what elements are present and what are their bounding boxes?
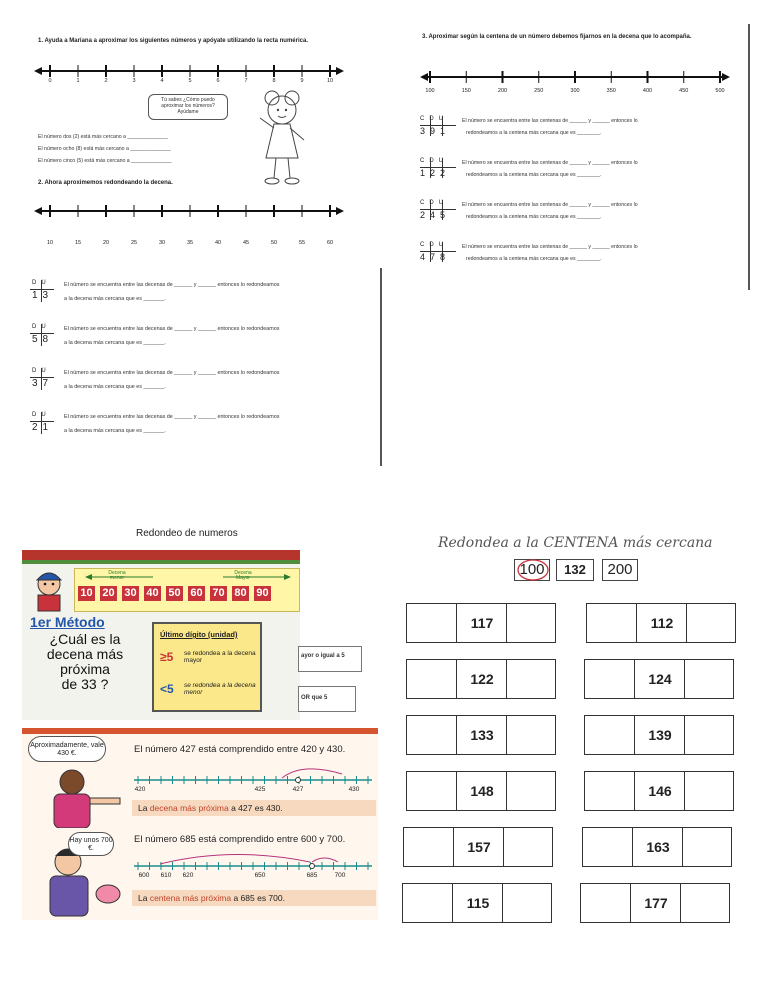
tick-label: 35 xyxy=(186,240,194,246)
rule-2-text: se redondea a la decena menor xyxy=(184,682,256,696)
tick-label: 40 xyxy=(214,240,222,246)
question: ¿Cuál es la decena más próxima de 33 ? xyxy=(46,631,124,692)
decade-box: 80 xyxy=(232,586,249,601)
tick-label: 10 xyxy=(46,240,54,246)
cdu-digits: 478 xyxy=(420,252,451,262)
number-value: 163 xyxy=(646,839,670,855)
du-sep xyxy=(41,280,42,302)
round-answer-box[interactable] xyxy=(582,827,732,867)
tick-label: 600 xyxy=(138,872,150,879)
tick-label: 500 xyxy=(715,88,725,94)
number-value: 133 xyxy=(470,727,494,743)
cdu-text-b: redondeamos a la centena más cercana que es ________. xyxy=(466,130,602,136)
answer-cell-left[interactable] xyxy=(583,828,633,866)
result-strip-2: La centena más próxima a 685 es 700. xyxy=(132,890,376,906)
decade-box: 60 xyxy=(188,586,205,601)
fill-line-1: El número dos (2) está más cercano a ______________ xyxy=(38,134,168,140)
cdu-text-a: El número se encuentra entre las centenas de ______ y ______ entonces lo xyxy=(462,118,638,124)
cdu-header: CDU xyxy=(420,158,448,164)
tick-label: 400 xyxy=(642,88,653,94)
answer-cell-left[interactable] xyxy=(587,604,637,642)
du-text-a: El número se encuentra entre las decenas de ______ y ______ entonces lo redondeamos xyxy=(64,282,280,288)
tick-label: 420 xyxy=(134,786,146,793)
cdu-sep xyxy=(430,200,431,220)
cdu-sep xyxy=(442,200,443,220)
girl-illustration xyxy=(252,88,312,188)
du-text-b: a la decena más cercana que es _______. xyxy=(64,340,166,346)
cut-off-box-1: ayor o igual a 5 xyxy=(298,646,362,672)
tick-label: 25 xyxy=(130,240,138,246)
round-answer-box[interactable] xyxy=(406,771,556,811)
speech-bubble-1: Aproximadamente, vale 430 €. xyxy=(28,736,106,762)
cdu-digits: 122 xyxy=(420,168,451,178)
cdu-sep xyxy=(442,116,443,136)
decade-box: 10 xyxy=(78,586,95,601)
number-value: 148 xyxy=(470,783,494,799)
number-value: 117 xyxy=(470,615,494,631)
cdu-text-a: El número se encuentra entre las centenas de ______ y ______ entonces lo xyxy=(462,160,638,166)
arrows xyxy=(83,571,293,585)
du-sep xyxy=(41,368,42,390)
du-text-a: El número se encuentra entre las decenas de ______ y ______ entonces lo redondeamos xyxy=(64,414,280,420)
du-digits: 21 xyxy=(32,422,54,433)
metodo-title: 1er Método xyxy=(30,614,105,630)
du-header: DU xyxy=(32,280,51,286)
tick-label: 620 xyxy=(182,872,194,879)
round-answer-box[interactable] xyxy=(406,603,556,643)
textbook-line-1: El número 427 está comprendido entre 420 y 430. xyxy=(134,744,346,755)
question-1: 1. Ayuda a Mariana a aproximar los siguientes números y apóyate utilizando la recta numérica. xyxy=(38,38,308,44)
du-row xyxy=(30,368,370,398)
decade-box: 50 xyxy=(166,586,183,601)
number-line-10-60 xyxy=(34,202,344,220)
tick-label: 450 xyxy=(679,88,689,94)
tick-label: 20 xyxy=(102,240,110,246)
tick-label: 1 xyxy=(76,78,80,84)
boy-character xyxy=(28,846,128,918)
divider-2 xyxy=(380,268,382,466)
number-value: 146 xyxy=(648,783,672,799)
du-header: DU xyxy=(32,412,51,418)
tick-label: 650 xyxy=(254,872,266,879)
textbook-panel xyxy=(22,728,378,920)
tick-label: 300 xyxy=(570,88,580,94)
tick-label: 60 xyxy=(326,240,334,246)
rounding-infographic xyxy=(22,550,300,720)
tick-label: 700 xyxy=(334,872,346,879)
question-2: 2. Ahora aproximemos redondeando la decena. xyxy=(38,180,173,186)
decade-box: 30 xyxy=(122,586,139,601)
du-digits: 13 xyxy=(32,290,54,301)
tick-label: 4 xyxy=(160,78,164,84)
number-line-600-700 xyxy=(132,850,376,874)
circle-mark xyxy=(516,558,550,582)
decena-mayor-label: Decena Mayor xyxy=(234,570,252,581)
number-line-420-430 xyxy=(132,764,376,788)
answer-cell-left[interactable] xyxy=(407,604,457,642)
rule-2-symbol: <5 xyxy=(160,682,174,696)
speech-bubble: Tú sabes ¿Cómo puedo aproximar los números? Ayúdame xyxy=(148,94,228,120)
du-row xyxy=(30,412,370,442)
tick-label: 150 xyxy=(461,88,471,94)
round-answer-box[interactable] xyxy=(584,659,734,699)
cut-off-box-2: OR que 5 xyxy=(298,686,356,712)
du-header: DU xyxy=(32,324,51,330)
number-value: 115 xyxy=(466,895,490,911)
round-answer-box[interactable] xyxy=(584,715,734,755)
tick-label: 9 xyxy=(300,78,304,84)
number-line-2-labels xyxy=(34,240,344,248)
fill-line-2: El número ocho (8) está más cercano a ______________ xyxy=(38,146,171,152)
round-answer-box[interactable] xyxy=(402,883,552,923)
cdu-row xyxy=(420,242,740,272)
tick-label: 200 xyxy=(497,88,508,94)
tick-label: 50 xyxy=(270,240,278,246)
answer-cell-left[interactable] xyxy=(403,884,453,922)
number-value: 177 xyxy=(644,895,668,911)
cdu-digits: 245 xyxy=(420,210,451,220)
round-answer-box[interactable] xyxy=(584,771,734,811)
du-digits: 58 xyxy=(32,334,54,345)
girl-character xyxy=(32,768,122,828)
answer-cell-left[interactable] xyxy=(585,660,635,698)
decade-box: 40 xyxy=(144,586,161,601)
round-answer-box[interactable] xyxy=(586,603,736,643)
du-digits: 37 xyxy=(32,378,54,389)
answer-cell-left[interactable] xyxy=(581,884,631,922)
answer-cell-left[interactable] xyxy=(407,716,457,754)
cdu-header: CDU xyxy=(420,242,448,248)
example-132: 132 xyxy=(556,559,594,581)
question-3: 3. Aproximar según la centena de un número debemos fijarnos en la decena que lo acompaña. xyxy=(422,34,692,40)
answer-cell-left[interactable] xyxy=(407,660,457,698)
tick-label: 425 xyxy=(254,786,266,793)
cdu-text-b: redondeamos a la centena más cercana que es ________. xyxy=(466,214,602,220)
number-line-labels xyxy=(34,78,344,86)
infographic-heading: Redondeo de numeros xyxy=(136,528,238,539)
cdu-text-a: El número se encuentra entre las centenas de ______ y ______ entonces lo xyxy=(462,202,638,208)
tick-label: 100 xyxy=(425,88,435,94)
example-200: 200 xyxy=(602,559,638,581)
cdu-sep xyxy=(430,116,431,136)
cdu-text-b: redondeamos a la centena más cercana que es ________. xyxy=(466,256,602,262)
boy-icon xyxy=(26,566,72,616)
du-text-b: a la decena más cercana que es _______. xyxy=(64,428,166,434)
round-answer-box[interactable] xyxy=(580,883,730,923)
rule-1-text: se redondea a la decena mayor xyxy=(184,650,256,664)
decade-box: 70 xyxy=(210,586,227,601)
fill-line-3: El número cinco (5) está más cercano a ______________ xyxy=(38,158,172,164)
number-value: 139 xyxy=(648,727,672,743)
worksheet-centenas xyxy=(414,24,752,290)
tick-label: 5 xyxy=(188,78,192,84)
answer-cell-left[interactable] xyxy=(404,828,454,866)
result-strip-1: La decena más próxima a 427 es 430. xyxy=(132,800,376,816)
tick-label: 15 xyxy=(74,240,82,246)
answer-cell-left[interactable] xyxy=(407,772,457,810)
tick-label: 350 xyxy=(606,88,616,94)
centena-title: Redondea a la CENTENA más cercana xyxy=(438,535,713,551)
cdu-digits: 391 xyxy=(420,126,451,136)
top-band-2 xyxy=(22,560,300,564)
du-header: DU xyxy=(32,368,51,374)
decade-box: 20 xyxy=(100,586,117,601)
worksheet-decena-rows xyxy=(24,268,384,466)
cdu-sep xyxy=(430,242,431,262)
number-line-100-500 xyxy=(420,68,730,86)
tick-label: 55 xyxy=(298,240,306,246)
rule-title: Último dígito (unidad) xyxy=(160,630,238,639)
du-text-a: El número se encuentra entre las decenas de ______ y ______ entonces lo redondeamos xyxy=(64,370,280,376)
red-top-band xyxy=(22,728,378,734)
speech-bubble-2: Hay unos 700 €. xyxy=(68,832,114,856)
rule-1-symbol: ≥5 xyxy=(160,650,174,664)
cdu-row xyxy=(420,116,740,146)
cdu-sep xyxy=(442,158,443,178)
worksheet-decenas xyxy=(24,28,354,260)
decade-box: 90 xyxy=(254,586,271,601)
decena-menor-label: Decena menor xyxy=(108,570,126,581)
tick-label: 8 xyxy=(272,78,276,84)
tick-label: 250 xyxy=(534,88,544,94)
du-row xyxy=(30,280,370,310)
du-row xyxy=(30,324,370,354)
tick-label: 685 xyxy=(306,872,318,879)
tick-label: 30 xyxy=(158,240,166,246)
round-answer-box[interactable] xyxy=(406,659,556,699)
cdu-text-a: El número se encuentra entre las centenas de ______ y ______ entonces lo xyxy=(462,244,638,250)
round-answer-box[interactable] xyxy=(403,827,553,867)
du-sep xyxy=(41,324,42,346)
tick-label: 427 xyxy=(292,786,304,793)
number-value: 122 xyxy=(470,671,494,687)
cdu-row xyxy=(420,200,740,230)
cdu-sep xyxy=(430,158,431,178)
round-answer-box[interactable] xyxy=(406,715,556,755)
tick-label: 6 xyxy=(216,78,220,84)
cdu-text-b: redondeamos a la centena más cercana que es ________. xyxy=(466,172,602,178)
rule-box xyxy=(152,622,262,712)
cdu-header: CDU xyxy=(420,116,448,122)
tick-label: 45 xyxy=(242,240,250,246)
tick-label: 430 xyxy=(348,786,360,793)
top-band xyxy=(22,550,300,560)
number-line-2-labels xyxy=(132,872,376,880)
number-line-1-labels xyxy=(132,786,376,794)
textbook-line-2: El número 685 está comprendido entre 600 y 700. xyxy=(134,834,346,845)
number-line-3-labels xyxy=(420,88,730,96)
du-text-b: a la decena más cercana que es _______. xyxy=(64,296,166,302)
du-text-a: El número se encuentra entre las decenas de ______ y ______ entonces lo redondeamos xyxy=(64,326,280,332)
tick-label: 2 xyxy=(104,78,108,84)
tick-label: 7 xyxy=(244,78,248,84)
example-100: 100 xyxy=(514,559,550,581)
answer-cell-left[interactable] xyxy=(585,772,635,810)
answer-cell-left[interactable] xyxy=(585,716,635,754)
du-text-b: a la decena más cercana que es _______. xyxy=(64,384,166,390)
cdu-row xyxy=(420,158,740,188)
number-value: 157 xyxy=(467,839,491,855)
number-value: 124 xyxy=(648,671,672,687)
cdu-sep xyxy=(442,242,443,262)
divider xyxy=(748,24,750,290)
number-value: 112 xyxy=(650,615,674,631)
tick-label: 3 xyxy=(132,78,136,84)
cdu-header: CDU xyxy=(420,200,448,206)
du-sep xyxy=(41,412,42,434)
tick-label: 10 xyxy=(326,78,334,84)
tick-label: 0 xyxy=(48,78,52,84)
tick-label: 610 xyxy=(160,872,172,879)
